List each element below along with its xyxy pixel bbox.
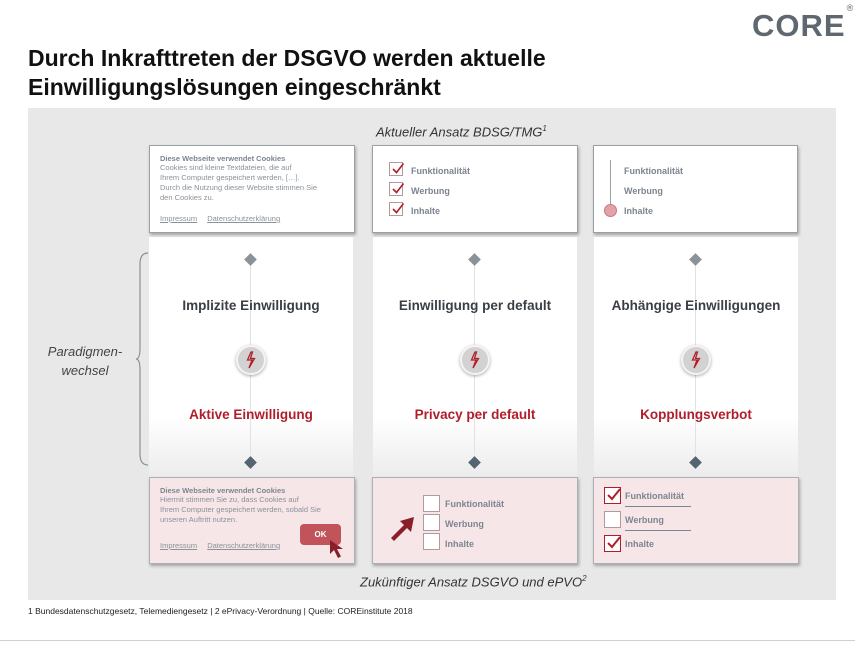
ok-button[interactable]: OK [300, 524, 341, 545]
option-label: Funktionalität [625, 491, 684, 501]
option-label: Werbung [625, 515, 664, 525]
footer-divider [0, 640, 855, 641]
privacy-policy-link[interactable]: Datenschutzerklärung [207, 541, 281, 550]
checkbox-content[interactable] [604, 535, 621, 552]
lightning-icon [460, 345, 490, 375]
caption-future-approach: Zukünftiger Ansatz DSGVO und ePVO$^2$ [360, 574, 587, 590]
option-label: Werbung [411, 186, 450, 196]
checkbox-functionality[interactable] [604, 487, 621, 504]
checkbox-content[interactable] [423, 533, 440, 550]
option-label: Werbung [624, 186, 663, 196]
diamond-icon [468, 253, 481, 266]
option-underline [625, 530, 691, 531]
new-paradigm-label: Aktive Einwilligung [189, 407, 313, 422]
coupled-slider-box [593, 145, 798, 233]
slider-track [610, 160, 611, 208]
checkbox-content[interactable] [389, 202, 403, 216]
diamond-icon [689, 253, 702, 266]
old-paradigm-label: Implizite Einwilligung [182, 298, 320, 313]
option-label: Inhalte [624, 206, 654, 216]
diamond-icon [689, 456, 702, 469]
cookie-banner-links [160, 541, 288, 550]
lightning-icon [236, 345, 266, 375]
curly-bracket [136, 252, 150, 466]
lightning-icon [681, 345, 711, 375]
checkbox-advertising[interactable] [389, 182, 403, 196]
option-label: Werbung [445, 519, 484, 529]
cookie-banner-text: Cookies sind kleine Textdateien, die auf Ihrem Computer gespeichert werden, […]. Durch die Nutzung dieser Website stimmen Sie den Cookies zu. [160, 163, 318, 202]
option-label: Funktionalität [411, 166, 470, 176]
diamond-icon [244, 456, 257, 469]
footnote: 1 Bundesdatenschutzgesetz, Telemediengesetz | 2 ePrivacy-Verordnung | Quelle: COREinstitute 2018 [28, 606, 413, 616]
privacy-default-options-box [372, 477, 578, 564]
slider-handle[interactable] [604, 204, 617, 217]
cookie-banner-current [149, 145, 355, 233]
impressum-link[interactable]: Impressum [160, 541, 198, 550]
option-label: Funktionalität [624, 166, 683, 176]
option-label: Inhalte [625, 539, 655, 549]
option-label: Inhalte [445, 539, 475, 549]
option-label: Inhalte [411, 206, 441, 216]
unbundled-consent-box [593, 477, 799, 564]
privacy-policy-link[interactable]: Datenschutzerklärung [207, 214, 281, 223]
checkbox-advertising[interactable] [423, 514, 440, 531]
caption-current-approach: Aktueller Ansatz BDSG/TMG$^1$ [376, 124, 547, 140]
diamond-icon [468, 456, 481, 469]
impressum-link[interactable]: Impressum [160, 214, 198, 223]
cookie-banner-links [160, 214, 288, 223]
old-paradigm-label: Abhängige Einwilligungen [611, 298, 781, 313]
cookie-banner-heading: Diese Webseite verwendet Cookies [160, 486, 286, 495]
slide-title: Durch Inkrafttreten der DSGVO werden aktuelle Einwilligungslösungen eingeschränkt [28, 45, 546, 100]
new-paradigm-label: Privacy per default [414, 407, 536, 422]
new-paradigm-label: Kopplungsverbot [640, 407, 752, 422]
diamond-icon [244, 253, 257, 266]
cursor-arrow-icon [389, 516, 417, 542]
paradigm-column-1 [149, 237, 353, 477]
default-checked-options-box [372, 145, 578, 233]
checkbox-advertising[interactable] [604, 511, 621, 528]
core-logo: CORE® [752, 2, 855, 43]
paradigm-column-3 [594, 237, 798, 477]
old-paradigm-label: Einwilligung per default [398, 298, 552, 313]
cookie-banner-heading: Diese Webseite verwendet Cookies [160, 154, 286, 163]
checkbox-functionality[interactable] [423, 495, 440, 512]
checkbox-functionality[interactable] [389, 162, 403, 176]
cursor-arrow-icon [328, 538, 350, 560]
cookie-banner-future [149, 477, 355, 564]
paradigm-shift-label: Paradigmen- wechsel [47, 344, 123, 378]
option-label: Funktionalität [445, 499, 504, 509]
option-underline [625, 506, 691, 507]
paradigm-column-2 [373, 237, 577, 477]
cookie-banner-text: Hiermit stimmen Sie zu, dass Cookies auf Ihrem Computer gespeichert werden, sobald Sie unseren Auftritt nutzen. [160, 495, 321, 524]
